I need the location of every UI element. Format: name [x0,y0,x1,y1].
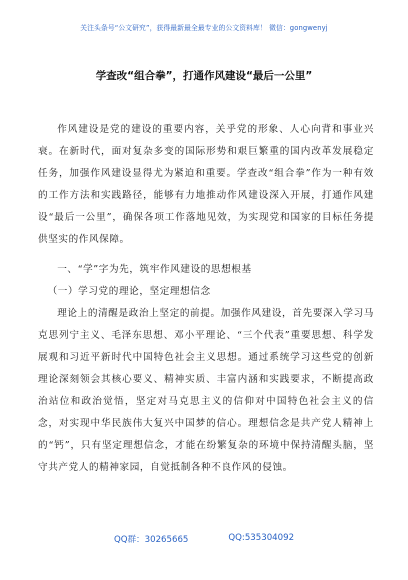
body-paragraph [38,303,374,479]
subsection-heading-text: （一）学习党的理论，坚定理想信念 [47,286,211,297]
section-heading-text: 一、“学”字为先，筑牢作风建设的思想根基 [57,264,252,275]
intro-paragraph-text: 作风建设是党的建设的重要内容，关乎党的形象、人心向背和事业兴衰。在新时代，面对复杂多变的国际形势和艰巨繁重的国内改革发展稳定任务，加强作风建设显得尤为紧迫和重要。学查改“组合拳”作为一种有效的工作方法和实践路径，能够有力地推动作风建设深入开展，打通作风建设“最后一公里”，确保各项工作落地见效，为实现党和国家的目标任务提供坚实的作风保障。 [38,124,374,245]
section-heading [38,259,374,281]
footer-qq-group: QQ群：30265665 [113,535,189,545]
body-paragraph-text: 理论上的清醒是政治上坚定的前提。加强作风建设，首先要深入学习马克思列宁主义、毛泽东思想、邓小平理论、“三个代表”重要思想、科学发展观和习近平新时代中国特色社会主义思想。通过系统学习这些党的创新理论深刻领会其核心要义、精神实质、丰富内涵和实践要求，不断提高政治站位和政治觉悟，坚定对马克思主义的信仰对中国特色社会主义的信念，对实现中华民族伟大复兴中国梦的信心。理想信念是共产党人精神上的“钙”，只有坚定理想信念，才能在纷繁复杂的环境中保持清醒头脑，坚守共产党人的精神家园，自觉抵制各种不良作风的侵蚀。 [38,308,374,473]
footer-contact [0,533,408,545]
intro-paragraph [38,119,374,251]
footer-qq: QQ:535304092 [228,533,295,543]
subsection-heading [38,281,374,303]
header-note: 关注头条号“公文研究”，获得最新最全最专业的公文资料库！ 微信：gongwenyj [80,24,328,32]
page-title: 学查改“组合拳”，打通作风建设“最后一公里” [95,70,313,82]
